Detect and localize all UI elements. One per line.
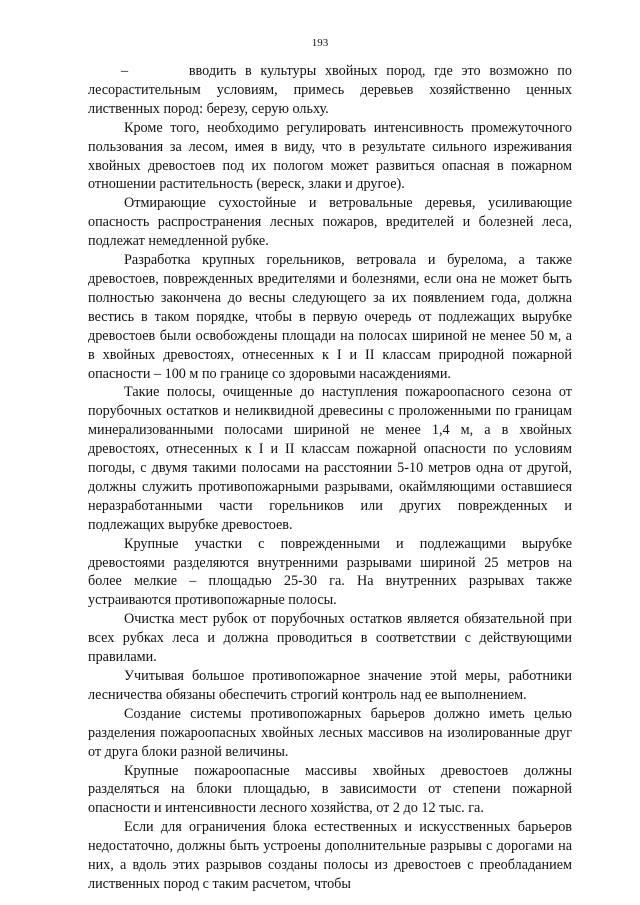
paragraph: Отмирающие сухостойные и ветровальные деревья, усиливающие опасность распространения лесных пожаров, вредителей и болезней леса, подлежат немедленной рубке. [88, 195, 572, 250]
paragraph: Очистка мест рубок от порубочных остатков является обязательной при всех рубках леса и должна проводиться в соответствии с действующими правилами. [88, 611, 572, 666]
paragraph: Крупные пожароопасные массивы хвойных древостоев должны разделяться на блоки площадью, в зависимости от степени пожарной опасности и интенсивности лесного хозяйства, от 2 до 12 тыс. га. [88, 762, 572, 817]
paragraph: Создание системы противопожарных барьеров должно иметь целью разделения пожароопасных хвойных лесных массивов на изолированные друг от друга блоки разной величины. [88, 705, 572, 760]
paragraph: Кроме того, необходимо регулировать интенсивность промежуточного пользования за лесом, имея в виду, что в результате сильного изреживания хвойных древостоев под их пологом может развиться опасная в пожарном отношении растительность (вереск, злаки и другое). [88, 119, 572, 193]
list-item-paragraph: – вводить в культуры хвойных пород, где это возможно по лесорастительным условиям, примесь деревьев хозяйственно ценных лиственных пород: березу, серую ольху. [88, 63, 572, 117]
page-number: 193 [311, 37, 329, 49]
paragraph: Крупные участки с поврежденными и подлежащими вырубке древостоями разделяются внутренними разрывами шириной 25 метров на более мелкие – площадью 25-30 га. На внутренних разрывах также устраиваются противопожарные полосы. [88, 535, 572, 609]
paragraph: Такие полосы, очищенные до наступления пожароопасного сезона от порубочных остатков и неликвидной древесины с проложенными по границам минерализованными полосами шириной не менее 1,4 м, а в хвойных древостоях, отнесенных к I и II классам пожарной опасности по условиям погоды, с двумя такими полосами на расстоянии 5-10 метров одна от другой, должны служить противопожарными разрывами, окаймляющими оставшиеся неразработанными части горельников или других поврежденных и подлежащих вырубке древостоев. [88, 384, 572, 533]
paragraph: Разработка крупных горельников, ветровала и бурелома, а также древостоев, поврежденных вредителями и болезнями, если она не может быть полностью закончена до весны следующего за их появлением года, должна вестись в таком порядке, чтобы в первую очередь от подлежащих вырубке древостоев были освобождены площади на полосах шириной не менее 50 м, а в хвойных древостоях, отнесенных к I и II классам природной пожарной опасности – 100 м по границе со здоровыми насаждениями. [88, 252, 572, 382]
document-body [88, 62, 572, 894]
paragraph: Учитывая большое противопожарное значение этой меры, работники лесничества обязаны обеспечить строгий контроль над ее выполнением. [88, 668, 572, 703]
paragraph-continued: Если для ограничения блока естественных и искусственных барьеров недостаточно, должны быть устроены дополнительные разрывы с дорогами на них, а вдоль этих разрывов созданы полосы из древостоев с преобладанием лиственных пород с таким расчетом, чтобы [88, 819, 572, 892]
